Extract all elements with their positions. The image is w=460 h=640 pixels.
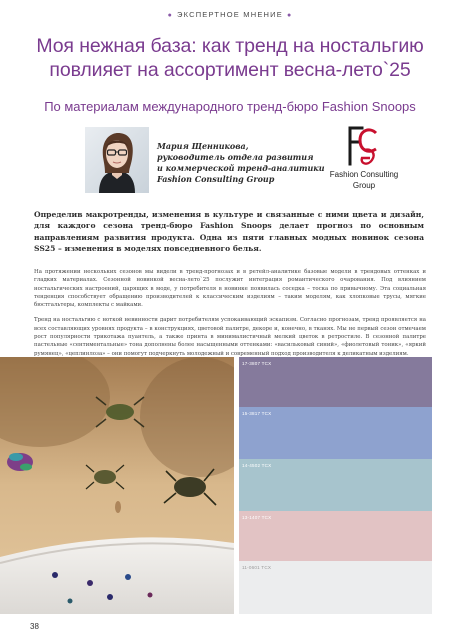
body-paragraph-2: Тренд на ностальгию с ноткой невинности дарит потребителям успокаивающий эскапизм. Согласно прогнозам, тренд проявляется на всех составляющих уровнях продукта – в конструкциях, цветовой палитре, декоре и, конечно, в тканях. Мы не первый сезон отмечаем рост популярности трикотажа пуантель, а также принта в минималистичный мелкий цветок в ретростиле. В сезонной палитре пастельные «сентиментальные» тона дополнены более насыщенными оттенками: «васильковый синий», «фиолетовый тоник», «яркий румянец», «цеплинлоза» – они помогут подчеркнуть молодежный и современный подход производителя к деликатным изделиям. <box>34 317 426 357</box>
embroidered-bug <box>7 453 33 471</box>
article-body <box>34 268 426 365</box>
logo-line-1: Fashion Consulting <box>329 170 399 179</box>
kicker-text: ЭКСПЕРТНОЕ МНЕНИЕ <box>177 10 283 19</box>
body-paragraph-1: На протяжении нескольких сезонов мы видели в тренд-прогнозах и в ретейл-аналитике базовые модели в трендовых оттенках и гладких материалах. Сезонной новинкой весна-лето`25 послужит интеграция романтического очарования. Под влиянием ностальгических настроений, царящих в моде, у потребителя в новинке появилась соседка – тоска по привычному. Эта социальная тенденция способствует обращению производителей к классическим изделиям – таким моделям, как хлопковые трусы, мягкие бюстгальтеры, комплекты с майками. <box>34 269 426 309</box>
author-name: Мария Щенникова, <box>157 141 249 151</box>
swatch-code: 11-0601 TCX <box>242 565 272 570</box>
article-subtitle: По материалам международного тренд-бюро Fashion Snoops <box>44 99 416 114</box>
color-swatch <box>239 407 432 459</box>
color-palette <box>239 357 432 614</box>
lead-paragraph: Определив макротренды, изменения в культуре и связанные с ними цвета и дизайн, для каждого сезона тренд-бюро Fashion Snoops делает прогноз по основным направлениям развития продукта. Одна из пяти главных модных новинок сезона SS25 – изменения в моделях повседневного белья. <box>34 210 424 254</box>
fcg-logo <box>326 124 402 196</box>
swatch-code: 17-3807 TCX <box>242 361 272 366</box>
author-role-2: и коммерческой тренд-аналитики <box>157 163 325 173</box>
section-kicker <box>0 10 460 19</box>
color-swatch <box>239 561 432 614</box>
color-swatch <box>239 459 432 511</box>
author-role-1: руководитель отдела развития <box>157 152 314 162</box>
page-number: 38 <box>30 622 39 631</box>
color-swatch <box>239 357 432 407</box>
title-line-1: Моя нежная база: как тренд на ностальгию <box>36 35 424 57</box>
bullet-icon: ● <box>286 12 293 19</box>
logo-wordmark <box>326 169 402 191</box>
fcg-monogram-icon <box>346 124 382 168</box>
author-photo <box>85 127 149 193</box>
author-byline <box>157 141 327 185</box>
swatch-code: 13-1407 TCX <box>242 515 272 520</box>
article-title <box>10 34 450 82</box>
swatch-code: 14-4502 TCX <box>242 463 272 468</box>
bullet-icon: ● <box>167 12 174 19</box>
author-company: Fashion Consulting Group <box>157 174 275 184</box>
editorial-photo <box>0 357 234 614</box>
color-swatch <box>239 511 432 561</box>
swatch-code: 15-3817 TCX <box>242 411 272 416</box>
title-line-2: повлияет на ассортимент весна-лето`25 <box>49 59 411 81</box>
logo-line-2: Group <box>352 181 376 190</box>
